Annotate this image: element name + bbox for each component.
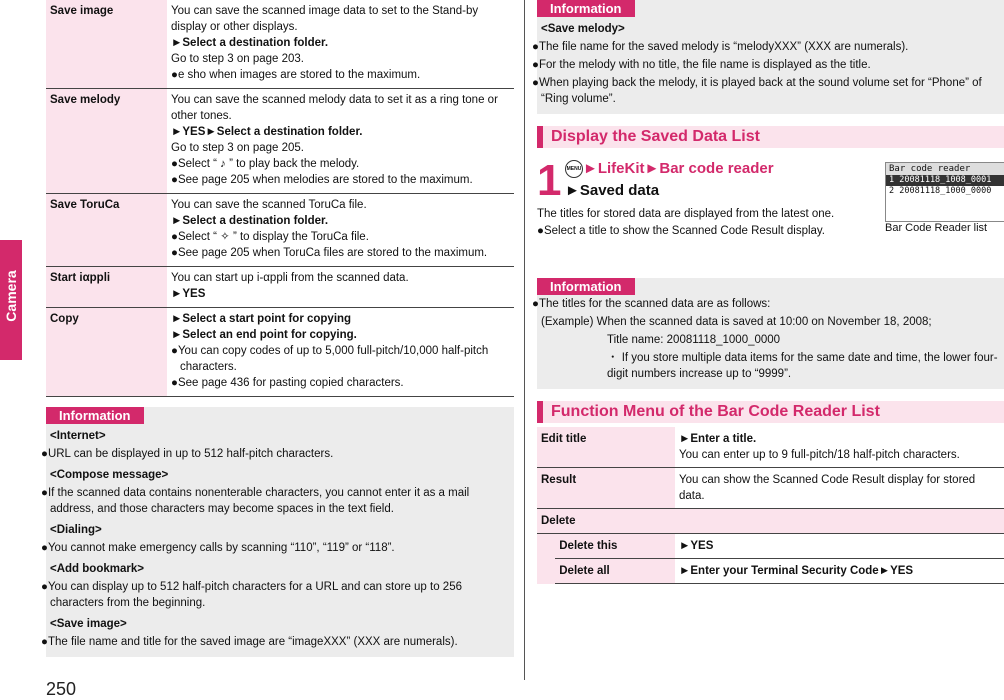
desc-line: ►Select a destination folder. (171, 215, 329, 227)
function-key: Result (537, 468, 675, 509)
desc-line: ●e sho when images are stored to the maximum. (171, 69, 421, 81)
option-desc (167, 0, 514, 89)
desc-line: You can start up i-αppli from the scanned data. (171, 272, 409, 284)
step-1 (537, 154, 1004, 278)
screen-row: 1 20081118_1008_0001 (886, 175, 1004, 186)
info-item: Title name: 20081118_1000_0000 (607, 334, 781, 346)
table-row (537, 427, 1004, 468)
info-item: ●The titles for the scanned data are as follows: (532, 298, 771, 310)
side-tab-label: Camera (3, 270, 19, 322)
table-row (46, 89, 514, 194)
option-key: Start iαppli (46, 267, 167, 308)
table-row (537, 509, 1004, 534)
desc-line: The titles for stored data are displayed from the latest one. (537, 208, 835, 220)
step-command (565, 158, 865, 202)
information-heading: Information (537, 278, 635, 295)
desc-line: Go to step 3 on page 205. (171, 142, 304, 154)
desc-line: ►Select an end point for copying. (171, 329, 357, 341)
table-row (537, 559, 1004, 584)
info-item: ●You cannot make emergency calls by scanning “110”, “119” or “118”. (41, 542, 395, 554)
desc-line: You can save the scanned melody data to set it as a ring tone or other tones. (171, 94, 498, 122)
information-box (532, 0, 1004, 114)
information-box (532, 278, 1004, 389)
function-desc (675, 468, 1004, 509)
desc-line: ►Select a destination folder. (171, 37, 329, 49)
step-description (537, 206, 877, 240)
page-number: 250 (46, 679, 77, 699)
desc-line: ►Select a start point for copying (171, 313, 352, 325)
desc-line: ●See page 205 when ToruCa files are stored to the maximum. (171, 247, 488, 259)
option-desc (167, 89, 514, 194)
right-column (532, 0, 1004, 584)
info-item: ●For the melody with no title, the file name is displayed as the title. (532, 59, 871, 71)
function-menu-table (537, 427, 1004, 584)
options-table (46, 0, 514, 397)
table-row (537, 468, 1004, 509)
desc-line: ●See page 436 for pasting copied characters. (171, 377, 404, 389)
table-row (46, 267, 514, 308)
function-subkey: Delete all (555, 559, 675, 584)
desc-line: ●Select “ ♪ ” to play back the melody. (171, 158, 360, 170)
screen-title: Bar code reader (886, 163, 1004, 175)
screen-thumbnail (885, 162, 1004, 222)
table-row (46, 194, 514, 267)
table-row (46, 308, 514, 397)
desc-line: ●You can copy codes of up to 5,000 full-pitch/10,000 half-pitch characters. (171, 345, 489, 373)
function-desc: ►YES (675, 534, 1004, 559)
desc-line: You can save the scanned ToruCa file. (171, 199, 367, 211)
info-subheading: <Save image> (50, 618, 127, 630)
table-row (537, 534, 1004, 559)
function-key: Edit title (537, 427, 675, 468)
information-box (41, 407, 514, 657)
function-desc: ►Enter your Terminal Security Code►YES (675, 559, 1004, 584)
option-key: Copy (46, 308, 167, 397)
desc-line: You can show the Scanned Code Result display for stored data. (679, 474, 976, 502)
info-item: ●You can display up to 512 half-pitch characters for a URL and can store up to 256 characters from the beginning. (41, 581, 462, 609)
info-item: ●If the scanned data contains nonenterable characters, you cannot enter it as a mail address, and those characters may become spaces in the text field. (41, 487, 470, 515)
function-subkey: Delete this (555, 534, 675, 559)
info-subheading: <Compose message> (50, 469, 169, 481)
info-subheading: <Dialing> (50, 524, 102, 536)
info-item: ・ If you store multiple data items for the same date and time, the lower four-digit numbers increase up to “9999”. (607, 352, 998, 380)
desc-line: ●See page 205 when melodies are stored to the maximum. (171, 174, 473, 186)
section-heading: Display the Saved Data List (537, 126, 1004, 148)
information-heading: Information (46, 407, 144, 424)
indent-spacer (537, 534, 555, 559)
info-item: ●The file name and title for the saved image are “imageXXX” (XXX are numerals). (41, 636, 458, 648)
desc-line: You can enter up to 9 full-pitch/18 half-pitch characters. (679, 449, 960, 461)
option-key: Save image (46, 0, 167, 89)
info-subheading: <Add bookmark> (50, 563, 144, 575)
info-item: ●The file name for the saved melody is “melodyXXX” (XXX are numerals). (532, 41, 909, 53)
step-command-line: ►LifeKit►Bar code reader (583, 160, 774, 177)
info-subheading: <Internet> (50, 430, 106, 442)
table-row (46, 0, 514, 89)
screen-caption: Bar Code Reader list (885, 222, 988, 234)
option-desc (167, 308, 514, 397)
indent-spacer (537, 559, 555, 584)
step-command-line: ►Saved data (565, 182, 660, 199)
desc-line: ●Select “ ✧ ” to display the ToruCa file. (171, 231, 369, 243)
option-key: Save melody (46, 89, 167, 194)
desc-line: ●Select a title to show the Scanned Code Result display. (537, 225, 826, 237)
desc-line: ►Enter a title. (679, 433, 757, 445)
desc-line: Go to step 3 on page 203. (171, 53, 304, 65)
information-heading: Information (537, 0, 635, 17)
side-tab (0, 240, 22, 360)
info-item: ●URL can be displayed in up to 512 half-pitch characters. (41, 448, 334, 460)
section-heading: Function Menu of the Bar Code Reader List (537, 401, 1004, 423)
desc-line: ►YES (171, 288, 206, 300)
option-key: Save ToruCa (46, 194, 167, 267)
option-desc (167, 267, 514, 308)
info-item: ●When playing back the melody, it is played back at the sound volume set for “Phone” of “Ring volume”. (532, 77, 982, 105)
step-number: 1 (537, 156, 562, 205)
option-desc (167, 194, 514, 267)
menu-key-icon: MENU (565, 160, 583, 178)
column-divider (524, 0, 525, 680)
function-key: Delete (537, 509, 1004, 534)
function-desc (675, 427, 1004, 468)
info-subheading: <Save melody> (541, 23, 625, 35)
desc-line: You can save the scanned image data to set to the Stand-by display or other displays. (171, 5, 479, 33)
info-item: (Example) When the scanned data is saved at 10:00 on November 18, 2008; (541, 316, 932, 328)
desc-line: ►YES►Select a destination folder. (171, 126, 363, 138)
screen-row: 2 20081118_1000_0000 (889, 186, 992, 196)
left-column (41, 0, 514, 657)
